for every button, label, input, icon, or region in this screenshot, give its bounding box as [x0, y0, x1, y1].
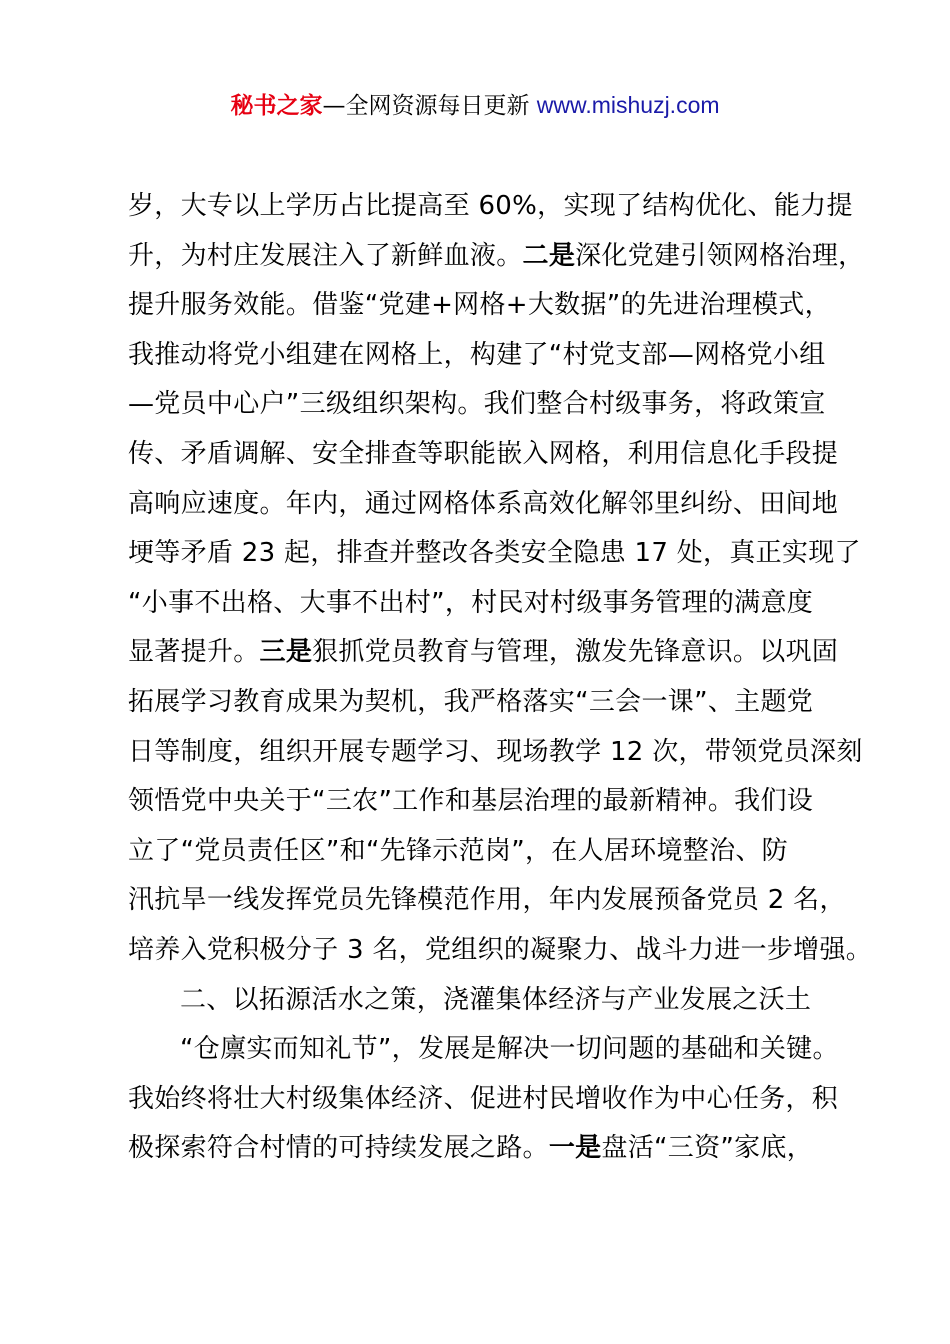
bold-text-run: 三是	[259, 637, 313, 668]
text-run: 汛抗旱一线发挥党员先锋模范作用，年内发展预备党员 2 名，	[128, 885, 846, 916]
text-line	[128, 628, 840, 678]
text-run: 领悟党中央关于“三农”工作和基层治理的最新精神。我们设	[128, 786, 814, 817]
text-line	[128, 728, 863, 778]
text-line	[128, 529, 861, 579]
text-line	[128, 480, 840, 530]
text-line	[128, 678, 840, 728]
text-line	[128, 331, 840, 381]
header-tagline: —全网资源每日更新	[322, 93, 530, 119]
text-line	[128, 182, 853, 232]
text-run: 日等制度，组织开展专题学习、现场教学 12 次，带领党员深刻	[128, 736, 863, 767]
text-run: 盘活“三资”家底，	[601, 1133, 814, 1164]
text-line	[128, 926, 873, 976]
text-line	[128, 827, 840, 877]
text-line	[128, 777, 840, 827]
text-line	[128, 281, 840, 331]
text-line	[128, 430, 840, 480]
text-run: 高响应速度。年内，通过网格体系高效化解邻里纠纷、田间地	[128, 488, 839, 519]
text-run: —党员中心户”三级组织架构。我们整合村级事务，将政策宣	[128, 389, 826, 420]
text-line	[128, 579, 840, 629]
site-header	[0, 88, 950, 123]
text-run: 埂等矛盾 23 起，排查并整改各类安全隐患 17 处，真正实现了	[128, 538, 861, 569]
text-run: 传、矛盾调解、安全排查等职能嵌入网格，利用信息化手段提	[128, 438, 839, 469]
text-run: 岁，大专以上学历占比提高至 60%，实现了结构优化、能力提	[128, 191, 853, 221]
brand-name: 秘书之家	[230, 93, 323, 119]
text-run: 升，为村庄发展注入了新鲜血液。	[128, 240, 523, 271]
bold-text-run: 二是	[522, 240, 576, 271]
text-line	[128, 876, 846, 926]
text-run: “仓廪实而知礼节”，发展是解决一切问题的基础和关键。	[180, 1034, 839, 1065]
text-line	[128, 976, 840, 1026]
site-url-link[interactable]: www.mishuzj.com	[536, 92, 720, 118]
bold-text-run: 一是	[548, 1133, 602, 1164]
text-line	[128, 1124, 840, 1174]
text-run: 我始终将壮大村级集体经济、促进村民增收作为中心任务，积	[128, 1083, 839, 1114]
text-run: 狠抓党员教育与管理，激发先锋意识。以巩固	[312, 637, 839, 668]
text-line	[128, 232, 865, 282]
text-run: 二、以拓源活水之策，浇灌集体经济与产业发展之沃土	[180, 984, 812, 1015]
text-run: 立了“党员责任区”和“先锋示范岗”，在人居环境整治、防	[128, 835, 788, 866]
text-run: 提升服务效能。借鉴“党建+网格+大数据”的先进治理模式，	[128, 290, 831, 321]
text-run: 极探索符合村情的可持续发展之路。	[128, 1133, 549, 1164]
text-line	[128, 1025, 840, 1075]
text-run: “小事不出格、大事不出村”，村民对村级事务管理的满意度	[128, 587, 814, 618]
text-line	[128, 1075, 840, 1125]
text-run: 显著提升。	[128, 637, 260, 668]
text-line	[128, 380, 840, 430]
text-run: 深化党建引领网格治理，	[575, 240, 865, 271]
text-run: 拓展学习教育成果为契机，我严格落实“三会一课”、主题党	[128, 686, 814, 717]
document-body	[128, 182, 873, 1174]
text-run: 我推动将党小组建在网格上，构建了“村党支部—网格党小组	[128, 339, 826, 370]
text-run: 培养入党积极分子 3 名，党组织的凝聚力、战斗力进一步增强。	[128, 934, 873, 965]
